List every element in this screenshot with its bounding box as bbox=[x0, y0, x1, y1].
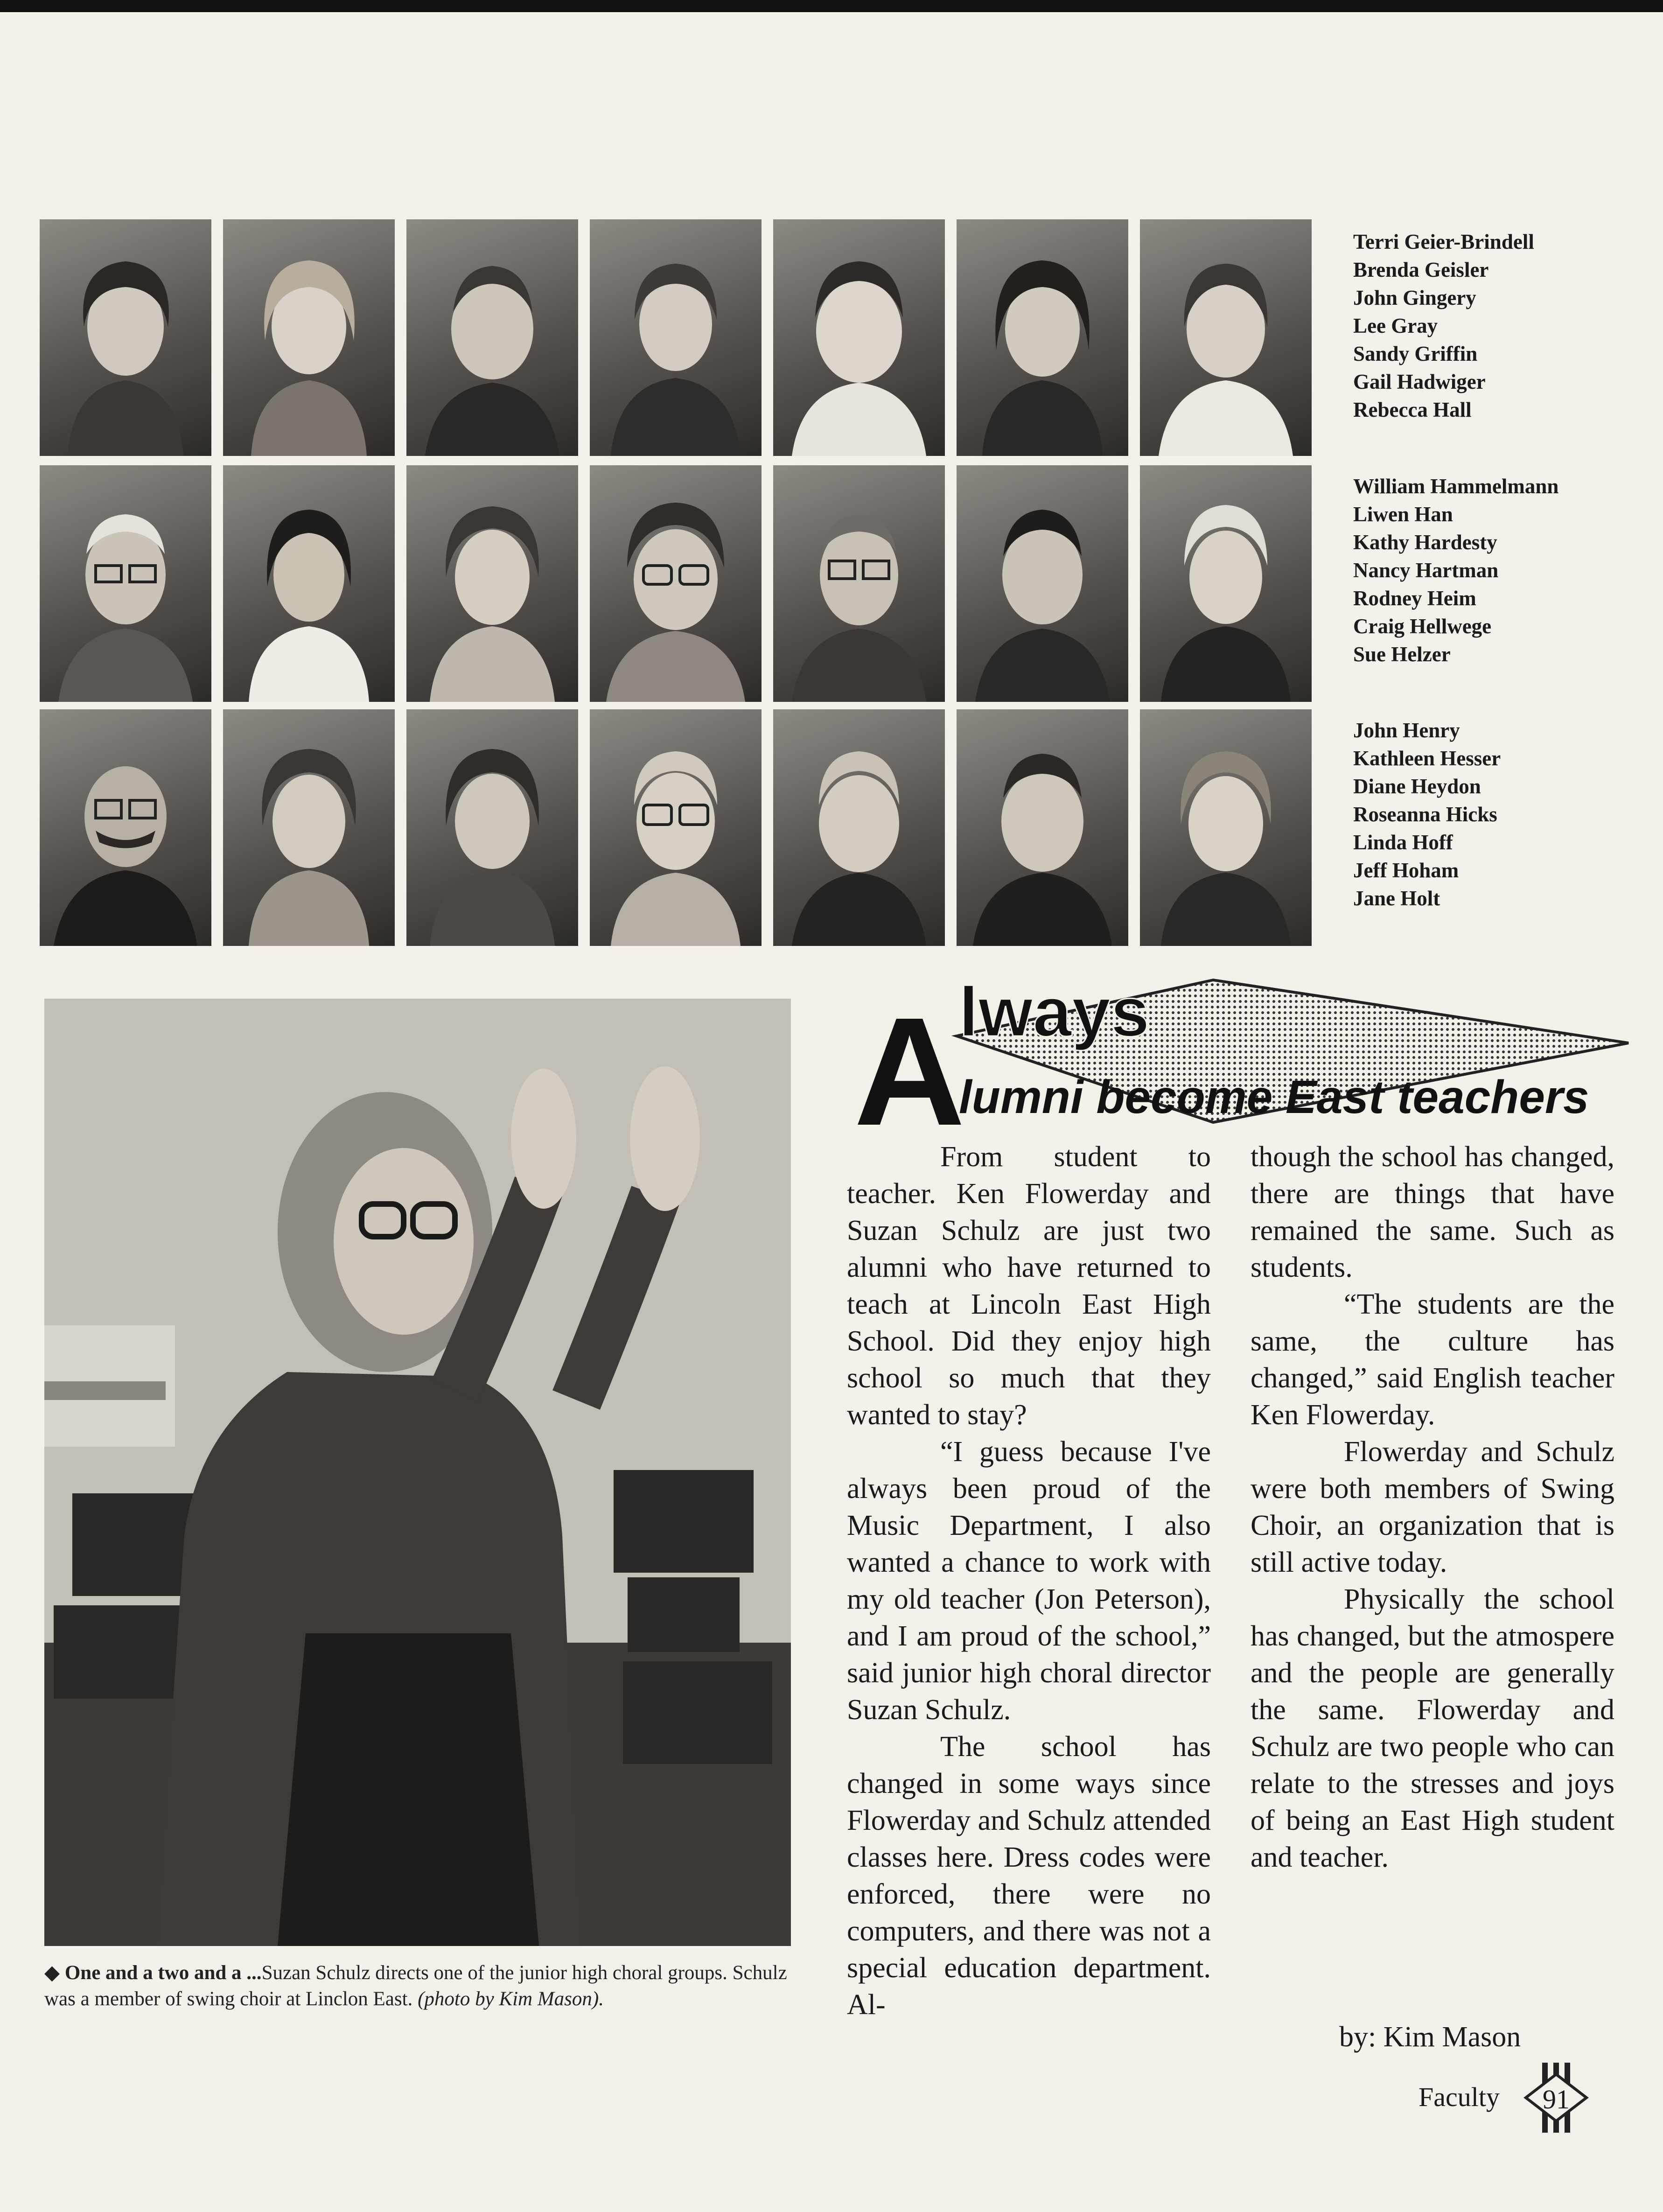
name-entry: Kathleen Hesser bbox=[1353, 747, 1501, 770]
name-entry: Rebecca Hall bbox=[1353, 398, 1472, 421]
article-paragraph: though the school has changed, there are things that have remained the same. Such as students. bbox=[1251, 1141, 1614, 1283]
photo-credit: (photo by Kim Mason). bbox=[418, 1988, 604, 2010]
caption-text: Suzan Schulz directs one of the junior high choral groups. Schulz was a member of swing choir at Linclon East. bbox=[44, 1962, 787, 2010]
article-headline bbox=[840, 971, 1633, 1125]
portrait-photo bbox=[406, 219, 578, 456]
top-rule bbox=[0, 0, 1663, 12]
name-list-row3 bbox=[1353, 716, 1501, 912]
name-list-row1 bbox=[1353, 228, 1534, 424]
article-paragraph: “I guess because I've always been proud of the Music Department, I also wanted a chance to work with my old teacher (Jon Peterson), and I am proud of the school,” said junior high choral director Suzan Schulz. bbox=[847, 1436, 1211, 1726]
name-entry: William Hammelmann bbox=[1353, 475, 1559, 498]
portrait-photo bbox=[1140, 465, 1312, 702]
portrait-photo bbox=[590, 219, 762, 456]
name-entry: Sue Helzer bbox=[1353, 643, 1451, 666]
portrait-photo bbox=[40, 465, 211, 702]
portrait-photo bbox=[223, 709, 395, 946]
article-paragraph: From student to teacher. Ken Flowerday and Suzan Schulz are just two alumni who have returned to teach at Lincoln East High School. Did they enjoy high school so much that they wanted to stay? bbox=[847, 1141, 1211, 1431]
portrait-photo bbox=[590, 465, 762, 702]
name-entry: John Gingery bbox=[1353, 286, 1476, 309]
headline-line2: lumni become East teachers bbox=[959, 1071, 1589, 1123]
portrait-photo bbox=[223, 219, 395, 456]
name-entry: John Henry bbox=[1353, 719, 1460, 742]
article-paragraph: “The students are the same, the culture has changed,” said English teacher Ken Flowerday. bbox=[1251, 1288, 1614, 1431]
portrait-photo bbox=[406, 709, 578, 946]
name-list-row2 bbox=[1353, 472, 1558, 668]
portrait-photo bbox=[957, 709, 1128, 946]
portrait-photo bbox=[957, 219, 1128, 456]
portrait-photo bbox=[1140, 709, 1312, 946]
portrait-photo bbox=[40, 709, 211, 946]
photo-caption bbox=[44, 1960, 810, 2012]
portrait-photo bbox=[957, 465, 1128, 702]
article-paragraph: Physically the school has changed, but the atmospere and the people are generally the same. Flowerday and Schulz are two people who can relate to the stresses and joys of being an East High student and teacher. bbox=[1251, 1583, 1614, 1873]
caption-lead: One and a two and a ... bbox=[64, 1962, 262, 1984]
portrait-photo bbox=[223, 465, 395, 702]
section-label: Faculty bbox=[1418, 2082, 1500, 2112]
name-entry: Roseanna Hicks bbox=[1353, 803, 1497, 826]
name-entry: Brenda Geisler bbox=[1353, 258, 1489, 281]
portrait-photo bbox=[773, 709, 945, 946]
name-entry: Gail Hadwiger bbox=[1353, 370, 1486, 393]
article-paragraph: The school has changed in some ways since Flowerday and Schulz attended classes here. Dress codes were enforced, there were no computers, and there was not a special education department. Al- bbox=[847, 1731, 1211, 2021]
name-entry: Rodney Heim bbox=[1353, 587, 1476, 610]
article-byline: by: Kim Mason bbox=[1339, 2021, 1521, 2053]
face-icon bbox=[40, 219, 211, 456]
name-entry: Diane Heydon bbox=[1353, 775, 1481, 798]
name-entry: Jane Holt bbox=[1353, 887, 1440, 910]
portrait-photo bbox=[590, 709, 762, 946]
name-entry: Jeff Hoham bbox=[1353, 859, 1459, 882]
diamond-bullet-icon: ◆ bbox=[44, 1962, 65, 1984]
portrait-photo bbox=[773, 465, 945, 702]
article-paragraph: Flowerday and Schulz were both members of Swing Choir, an organization that is still active today. bbox=[1251, 1436, 1614, 1578]
name-entry: Liwen Han bbox=[1353, 503, 1453, 526]
name-entry: Linda Hoff bbox=[1353, 831, 1453, 854]
article-column-2 bbox=[1251, 1139, 1614, 1876]
headline-line1: lways bbox=[959, 973, 1150, 1051]
feature-photo bbox=[44, 999, 791, 1946]
portrait-photo bbox=[406, 465, 578, 702]
page-number: 91 bbox=[1543, 2084, 1570, 2114]
portrait-photo bbox=[773, 219, 945, 456]
headline-big-letter: A bbox=[854, 985, 965, 1125]
name-entry: Lee Gray bbox=[1353, 314, 1438, 337]
article-column-1 bbox=[847, 1139, 1211, 2023]
name-entry: Kathy Hardesty bbox=[1353, 531, 1497, 554]
portrait-photo bbox=[40, 219, 211, 456]
name-entry: Terri Geier-Brindell bbox=[1353, 230, 1534, 253]
name-entry: Sandy Griffin bbox=[1353, 342, 1478, 365]
portrait-photo bbox=[1140, 219, 1312, 456]
name-entry: Craig Hellwege bbox=[1353, 615, 1492, 638]
name-entry: Nancy Hartman bbox=[1353, 559, 1499, 582]
